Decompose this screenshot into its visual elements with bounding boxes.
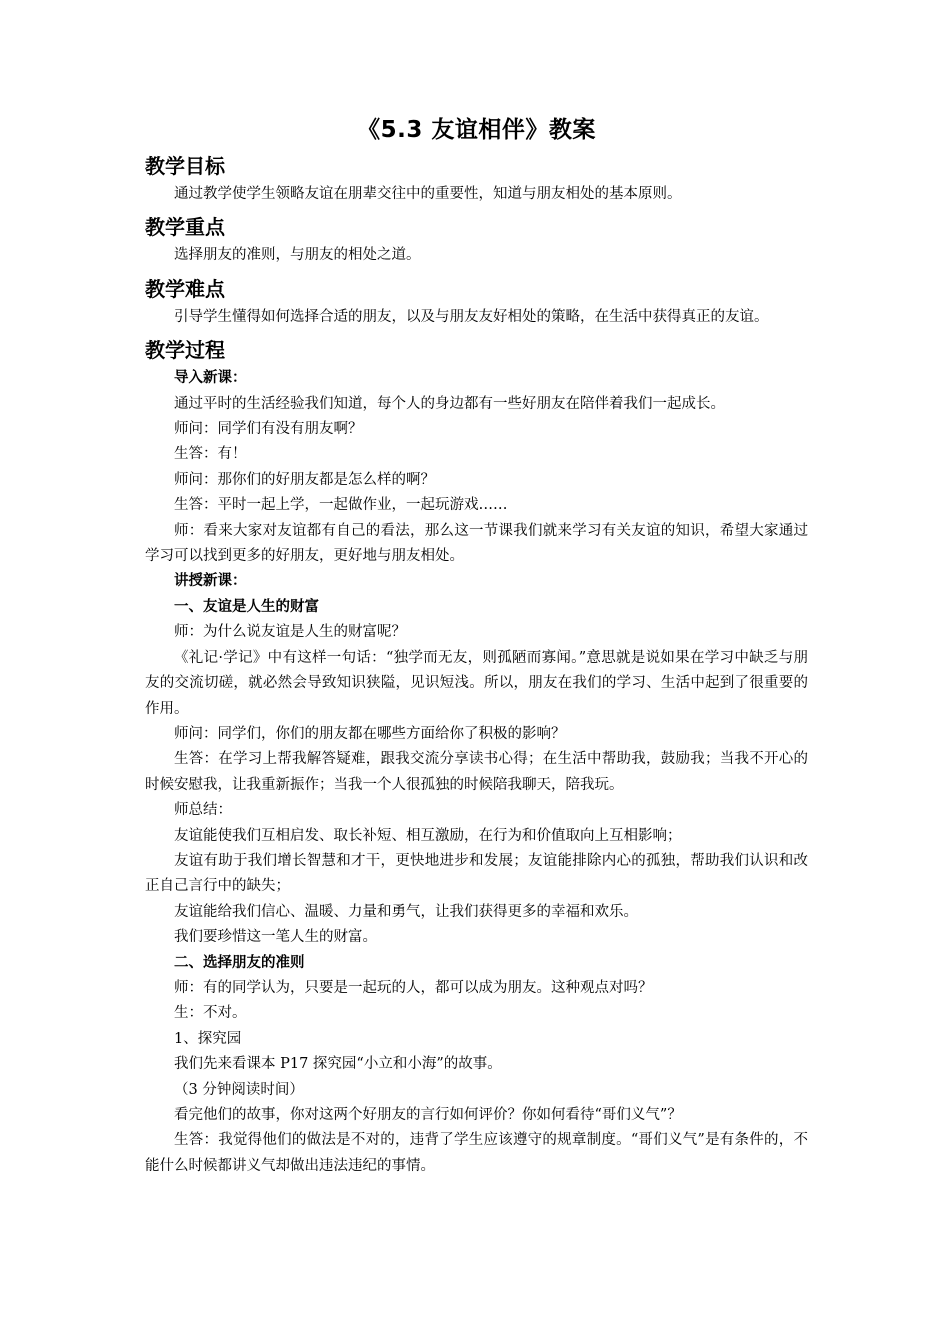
part2-paragraph: 1、探究园: [174, 1030, 242, 1047]
part1-paragraph: 师问：同学们，你们的朋友都在哪些方面给你了积极的影响？: [174, 725, 566, 742]
part1-paragraph: 友谊能使我们互相启发、取长补短、相互激励，在行为和价值取向上互相影响；: [174, 827, 682, 844]
heading-key-points: 教学重点: [145, 215, 225, 240]
document-title: 《5.3 友谊相伴》教案: [357, 117, 596, 143]
intro-paragraph: 生答：有！: [174, 446, 247, 463]
heading-difficulties: 教学难点: [145, 276, 225, 301]
intro-paragraph: 生答：平时一起上学，一起做作业，一起玩游戏……: [174, 497, 508, 514]
heading-process: 教学过程: [145, 338, 225, 363]
part1-paragraph: 友谊有助于我们增长智慧和才干，更快地进步和发展；友谊能排除内心的孤独，帮助我们认识和改正自己言行中的缺失；: [145, 852, 808, 895]
new-lesson-label: 讲授新课：: [174, 573, 247, 590]
intro-paragraph: 师：看来大家对友谊都有自己的看法，那么这一节课我们就来学习有关友谊的知识，希望大家通过学习可以找到更多的好朋友，更好地与朋友相处。: [145, 522, 808, 565]
part1-paragraph: 我们要珍惜这一笔人生的财富。: [174, 929, 377, 946]
part2-paragraph: 看完他们的故事，你对这两个好朋友的言行如何评价？你如何看待“哥们义气”？: [174, 1107, 682, 1123]
intro-paragraph: 师问：同学们有没有朋友啊？: [174, 421, 363, 438]
part2-paragraph: 师：有的同学认为，只要是一起玩的人，都可以成为朋友。这种观点对吗？: [174, 979, 653, 996]
difficulties-text: 引导学生懂得如何选择合适的朋友，以及与朋友友好相处的策略，在生活中获得真正的友谊。: [174, 308, 769, 325]
part1-paragraph: 生答：在学习上帮我解答疑难，跟我交流分享读书心得；在生活中帮助我，鼓励我；当我不开心的时候安慰我，让我重新振作；当我一个人很孤独的时候陪我聊天，陪我玩。: [145, 751, 808, 793]
objective-text: 通过教学使学生领略友谊在朋辈交往中的重要性，知道与朋友相处的基本原则。: [174, 186, 682, 202]
part1-paragraph: 《礼记·学记》中有这样一句话：“独学而无友，则孤陋而寡闻。”意思就是说如果在学习中缺乏与朋友的交流切磋，就必然会导致知识狭隘，见识短浅。所以，朋友在我们的学习、生活中起到了很重要的作用。: [145, 649, 808, 717]
intro-paragraph: 师问：那你们的好朋友都是怎么样的啊？: [174, 471, 435, 488]
part1-heading: 一、友谊是人生的财富: [174, 598, 319, 615]
part2-paragraph: 生：不对。: [174, 1005, 247, 1022]
part2-heading: 二、选择朋友的准则: [174, 954, 305, 971]
part2-paragraph: 我们先来看课本 P17 探究园“小立和小海”的故事。: [174, 1056, 502, 1073]
part1-paragraph: 师总结：: [174, 802, 232, 819]
intro-paragraph: 通过平时的生活经验我们知道，每个人的身边都有一些好朋友在陪伴着我们一起成长。: [174, 395, 725, 412]
intro-label: 导入新课：: [174, 370, 247, 387]
part1-paragraph: 师：为什么说友谊是人生的财富呢？: [174, 624, 406, 641]
key-points-text: 选择朋友的准则，与朋友的相处之道。: [174, 247, 421, 264]
part1-paragraph: 友谊能给我们信心、温暖、力量和勇气，让我们获得更多的幸福和欢乐。: [174, 903, 638, 920]
heading-objective: 教学目标: [145, 154, 225, 178]
part2-paragraph: 生答：我觉得他们的做法是不对的，违背了学生应该遵守的规章制度。“哥们义气”是有条件的，不能什么时候都讲义气却做出违法违纪的事情。: [145, 1132, 808, 1174]
part2-paragraph: （3 分钟阅读时间）: [174, 1081, 304, 1098]
document-page: [145, 110, 808, 1179]
